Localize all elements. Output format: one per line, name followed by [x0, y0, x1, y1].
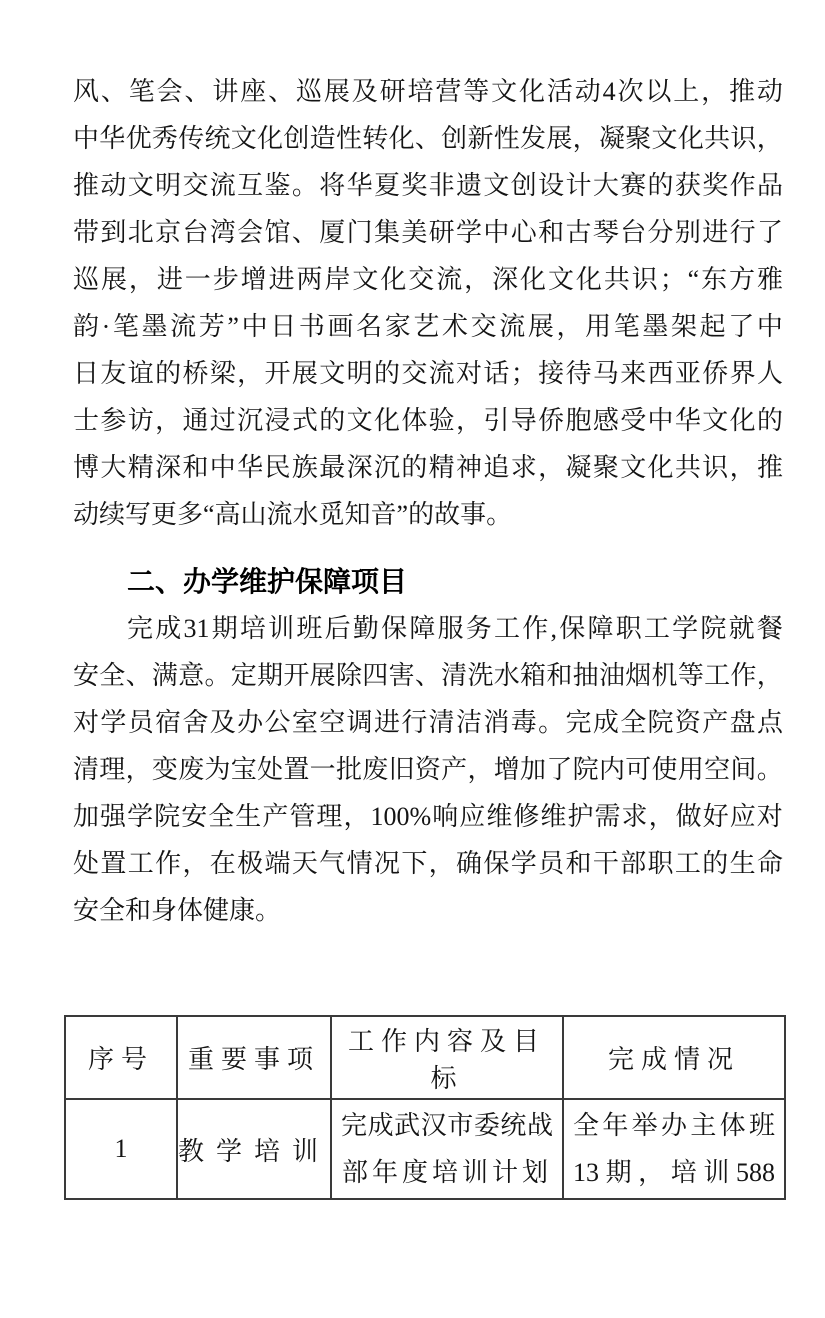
header-cell-content: 工作内容及目标: [331, 1016, 563, 1099]
paragraph-culture-activities: [73, 68, 783, 538]
table-header-row: [65, 1016, 785, 1099]
section-heading: 二、办学维护保障项目: [127, 566, 408, 597]
cell-status: [563, 1099, 785, 1199]
text-line: 风 、 笔 会 、 讲 座 、 巡 展 及 研 培 营 等 文 化 活 动 4 次 以 上 ， 推 动: [73, 77, 783, 106]
header-cell-number: 序号: [65, 1016, 177, 1099]
cell-item: 教学培训: [177, 1099, 331, 1199]
header-cell-status: 完成情况: [563, 1016, 785, 1099]
text-line: 带 到 北 京 台 湾 会 馆 、 厦 门 集 美 研 学 中 心 和 古 琴 台 分 别 进 行 了: [73, 218, 783, 247]
cell-text-line: 13 期 ， 培 训 588: [573, 1158, 775, 1187]
text-line: 士 参 访 ， 通 过 沉 浸 式 的 文 化 体 验 ， 引 导 侨 胞 感 受 中 华 文 化 的: [73, 406, 783, 435]
header-cell-item: 重要事项: [177, 1016, 331, 1099]
text-line: 日 友 谊 的 桥 梁 ， 开 展 文 明 的 交 流 对 话 ； 接 待 马 来 西 亚 侨 界 人: [73, 359, 783, 388]
cell-text-line: 部年度培训计划: [341, 1158, 552, 1187]
text-line: 安全和身体健康。: [73, 896, 282, 925]
text-line: 处 置 工 作 ， 在 极 端 天 气 情 况 下 ， 确 保 学 员 和 干 部 职 工 的 生 命: [73, 849, 783, 878]
paragraph-support-projects: [73, 605, 783, 934]
cell-text-line: 完 成 武 汉 市 委 统 战: [341, 1111, 553, 1140]
text-line: 加 强 学 院 安 全 生 产 管 理 ， 100% 响 应 维 修 维 护 需 求 ， 做 好 应 对: [73, 802, 783, 831]
text-line: 推 动 文 明 交 流 互 鉴 。 将 华 夏 奖 非 遗 文 创 设 计 大 赛 的 获 奖 作 品: [73, 171, 783, 200]
text-line: 巡 展 ， 进 一 步 增 进 两 岸 文 化 交 流 ， 深 化 文 化 共 识 ； “ 东 方 雅: [73, 265, 783, 294]
cell-row-number: 1: [65, 1099, 177, 1199]
cell-text-line: 全 年 举 办 主 体 班: [573, 1111, 775, 1140]
text-line: 安 全 、 满 意 。 定 期 开 展 除 四 害 、 清 洗 水 箱 和 抽 油 烟 机 等 工 作 ，: [73, 661, 783, 690]
cell-content: [331, 1099, 563, 1199]
text-line: 动续写更多“高山流水觅知音”的故事。: [73, 500, 513, 529]
table-row: [65, 1099, 785, 1199]
text-line: 对 学 员 宿 舍 及 办 公 室 空 调 进 行 清 洁 消 毒 。 完 成 全 院 资 产 盘 点: [73, 708, 783, 737]
text-line: 清 理 ， 变 废 为 宝 处 置 一 批 废 旧 资 产 ， 增 加 了 院 内 可 使 用 空 间 。: [73, 755, 783, 784]
text-line: 完 成 31 期 培 训 班 后 勤 保 障 服 务 工 作 , 保 障 职 工 学 院 就 餐: [127, 614, 783, 643]
text-line: 博 大 精 深 和 中 华 民 族 最 深 沉 的 精 神 追 求 ， 凝 聚 文 化 共 识 ， 推: [73, 453, 783, 482]
text-line: 韵 · 笔 墨 流 芳 ” 中 日 书 画 名 家 艺 术 交 流 展 ， 用 笔 墨 架 起 了 中: [73, 312, 783, 341]
work-summary-table: [64, 1015, 786, 1200]
text-line: 中 华 优 秀 传 统 文 化 创 造 性 转 化 、 创 新 性 发 展 ， 凝 聚 文 化 共 识 ，: [73, 124, 783, 153]
